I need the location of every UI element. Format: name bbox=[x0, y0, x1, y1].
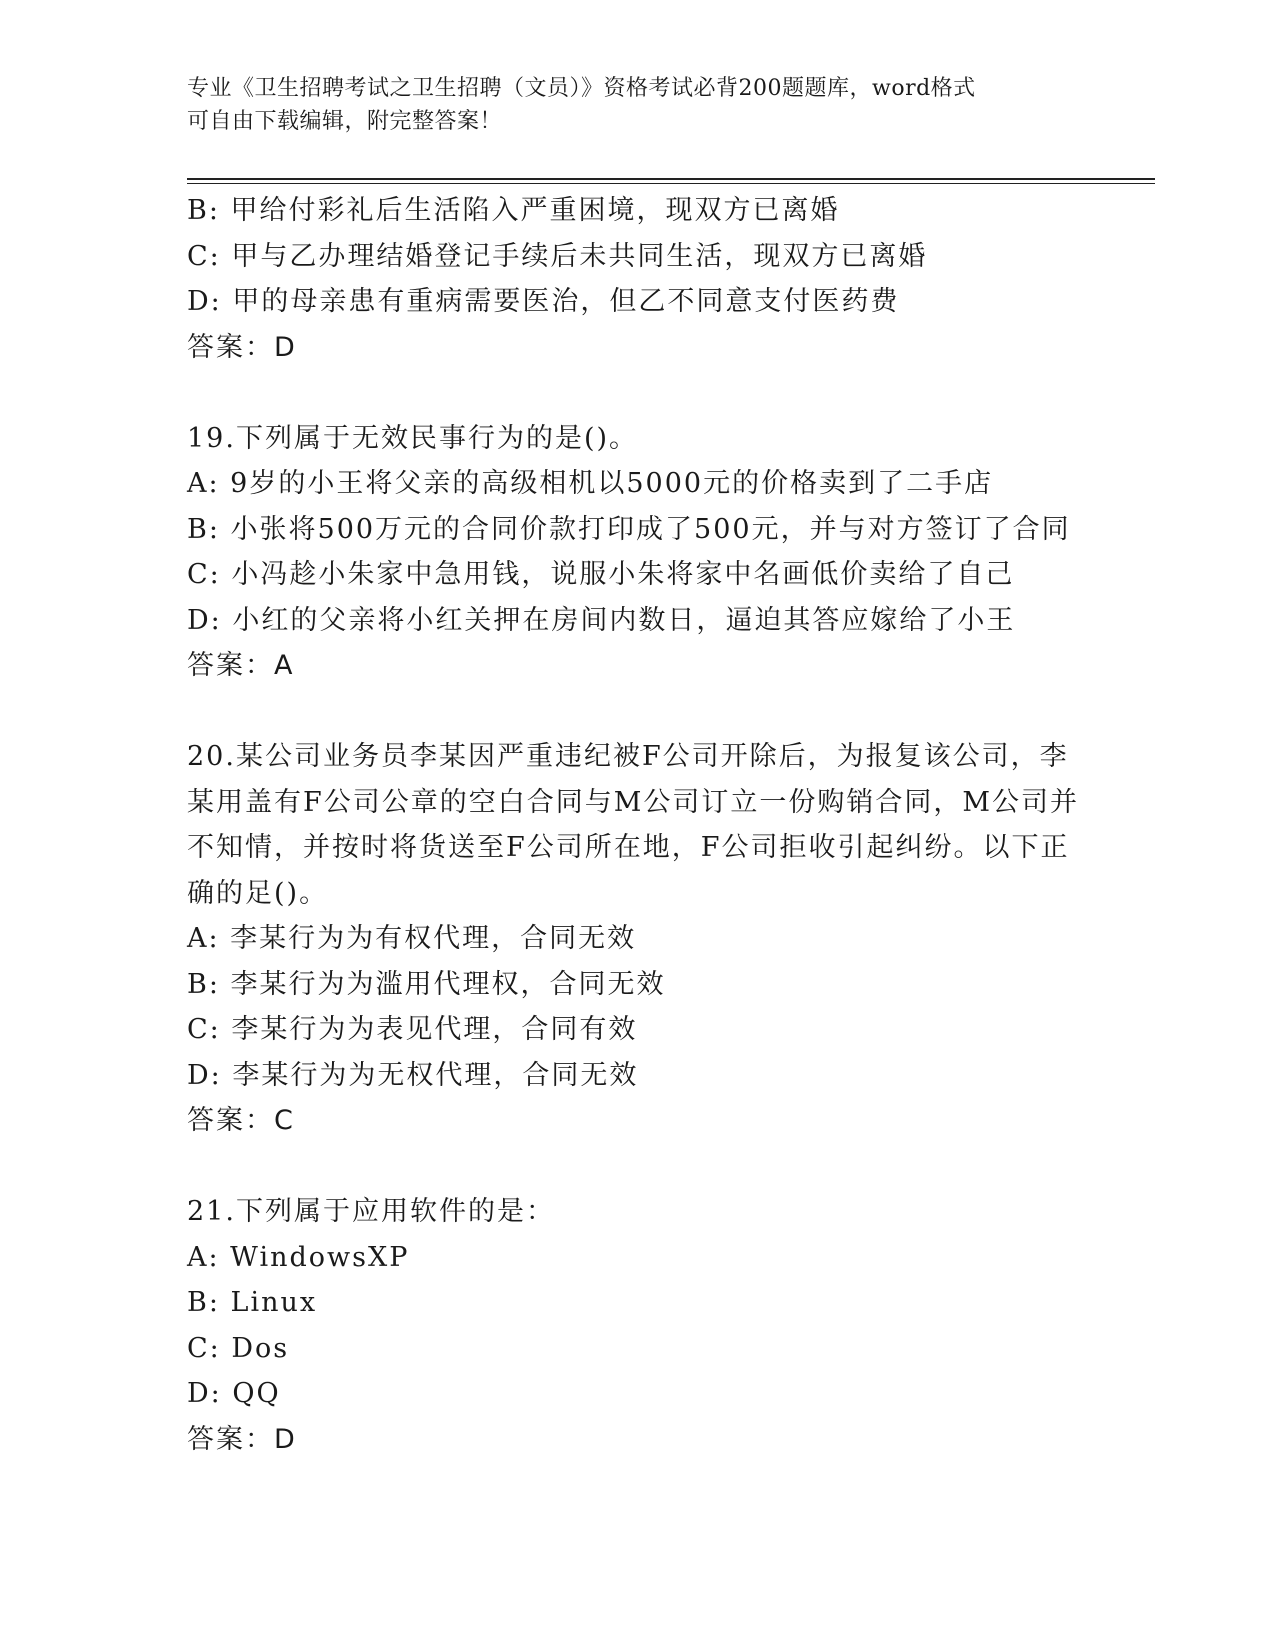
q21-option-a: A: WindowsXP bbox=[187, 1241, 410, 1273]
q19-answer: 答案：A bbox=[187, 650, 295, 681]
question-21-block bbox=[187, 1189, 1087, 1462]
q20-question-line1: 20.某公司业务员李某因严重违纪被F公司开除后，为报复该公司，李 bbox=[187, 741, 1069, 772]
spacer bbox=[187, 689, 1087, 735]
header-title-line1: 专业《卫生招聘考试之卫生招聘（文员）》资格考试必背200题题库，word格式 bbox=[187, 76, 976, 101]
q20-option-d: D: 李某行为为无权代理，合同无效 bbox=[187, 1059, 639, 1091]
q19-option-b: B: 小张将500万元的合同价款打印成了500元，并与对方签订了合同 bbox=[187, 513, 1071, 545]
q20-question-line4: 确的足()。 bbox=[187, 877, 329, 909]
header-title-line2: 可自由下载编辑，附完整答案！ bbox=[187, 109, 503, 134]
q20-option-c: C: 李某行为为表见代理，合同有效 bbox=[187, 1014, 638, 1045]
q20-question-line3: 不知情，并按时将货送至F公司所在地，F公司拒收引起纠纷。以下正 bbox=[187, 832, 1070, 863]
header-divider-thin bbox=[187, 183, 1155, 184]
spacer bbox=[187, 1144, 1087, 1190]
question-20-block bbox=[187, 734, 1087, 1144]
q21-option-c: C: Dos bbox=[187, 1332, 290, 1364]
q18-option-b: B: 甲给付彩礼后生活陷入严重困境，现双方已离婚 bbox=[187, 195, 840, 226]
q19-option-a: A: 9岁的小王将父亲的高级相机以5000元的价格卖到了二手店 bbox=[187, 468, 994, 499]
question-list bbox=[187, 188, 1087, 1462]
q21-question: 21.下列属于应用软件的是： bbox=[187, 1196, 555, 1227]
q19-option-c: C: 小冯趁小朱家中急用钱，说服小朱将家中名画低价卖给了自己 bbox=[187, 559, 1015, 590]
q21-option-b: B: Linux bbox=[187, 1287, 318, 1318]
q18-option-d: D: 甲的母亲患有重病需要医治，但乙不同意支付医药费 bbox=[187, 286, 900, 317]
q19-question: 19.下列属于无效民事行为的是()。 bbox=[187, 422, 639, 454]
q19-option-d: D: 小红的父亲将小红关押在房间内数日，逼迫其答应嫁给了小王 bbox=[187, 604, 1016, 636]
q18-option-c: C: 甲与乙办理结婚登记手续后未共同生活，现双方已离婚 bbox=[187, 240, 928, 272]
q18-answer: 答案：D bbox=[187, 331, 297, 363]
question-18-block bbox=[187, 188, 1087, 370]
q20-answer: 答案：C bbox=[187, 1105, 295, 1136]
q20-question-line2: 某用盖有F公司公章的空白合同与M公司订立一份购销合同，M公司并 bbox=[187, 786, 1080, 818]
spacer bbox=[187, 370, 1087, 416]
q21-option-d: D: QQ bbox=[187, 1378, 281, 1409]
q21-answer: 答案：D bbox=[187, 1423, 297, 1455]
q20-option-b: B: 李某行为为滥用代理权，合同无效 bbox=[187, 968, 666, 1000]
header-divider-thick bbox=[187, 178, 1155, 180]
q20-option-a: A: 李某行为为有权代理，合同无效 bbox=[187, 923, 637, 954]
page-header bbox=[187, 72, 1067, 138]
question-19-block bbox=[187, 416, 1087, 689]
